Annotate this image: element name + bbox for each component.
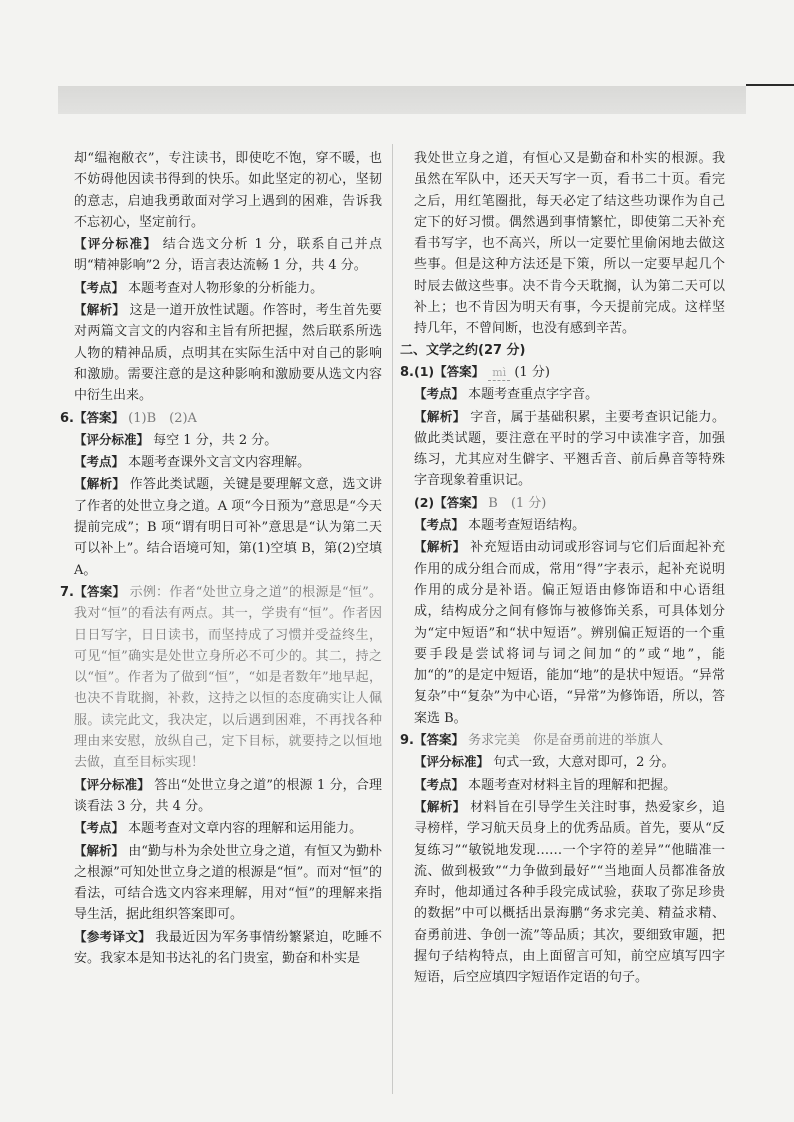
q8-analysis: 【解析】 字音，属于基础积累，主要考查识记能力。做此类试题，要注意在平时的学习中读准字音，加强练习，尤其应对生僻字、平翘舌音、前后鼻音等特殊字音现象着重识记。 [414, 408, 725, 489]
q9-answer: 9.【答案】 务求完美 你是奋勇前进的举旗人 [400, 732, 664, 749]
translation-continuation: 我处世立身之道，有恒心又是勤奋和朴实的根源。我虽然在军队中，还天天写字一页，看书二十页。看完之后，用红笔圈批，每天必定了结这些功课作为自己定下的好习惯。偶然遇到事情繁忙，即使第二天补充看书写字，也不高兴，所以一定要忙里偷闲地去做这些事。但是这种方法还是下策，所以一定要早起几个时辰去做这些事。决不肯今天耽搁，认为第二天可以补上；也不肯因为明天有事，今天提前完成。这样坚持几年，不曾间断，也没有感到辛苦。 [414, 151, 725, 337]
q8b-answer: (2)【答案】 B (1 分) [414, 494, 547, 511]
page-header-band [58, 86, 746, 114]
q6-analysis: 【解析】 作答此类试题，关键是要理解文意，选文讲了作者的处世立身之道。A 项“今日预为”意思是“今天提前完成”；B 项“谓有明日可补”意思是“认为第二天可以补上”。结合语境可知，第(1)空填 B，第(2)空填 A。 [74, 476, 382, 578]
pinyin-answer-blank: mì [488, 366, 510, 381]
q9-analysis: 【解析】 材料旨在引导学生关注时事，热爱家乡，追寻榜样，学习航天员身上的优秀品质。首先，要从“反复练习”“敏锐地发现……一个字符的差异”“他瞄准一流、做到极致”“力争做到最好”“当地面人员都准备放弃时，他却通过各种手段完成试验，获取了弥足珍贵的数据”中可以概括出景海鹏“务求完美、精益求精、奋勇前进、争创一流”等品质；其次，要细致审题，把握句子结构特点，由上面留言可知，前空应填写四字短语，后空应填四字短语作定语的句子。 [414, 798, 725, 986]
q6-keypoint: 【考点】 本题考查课外文言文内容理解。 [74, 454, 311, 471]
q8-keypoint: 【考点】 本题考查重点字字音。 [414, 386, 599, 403]
q7-analysis: 【解析】 由“勤与朴为余处世立身之道，有恒又为勤朴之根源”可知处世立身之道的根源是“恒”。而对“恒”的看法，可结合选文内容来理解，用对“恒”的理解来指导生活，据此组织答案即可。 [74, 842, 382, 923]
header-rule [746, 84, 794, 86]
q8b-analysis: 【解析】 补充短语由动词或形容词与它们后面起补充作用的成分组合而成，常用“得”字表示，起补充说明作用的成分是补语。偏正短语由修饰语和中心语组成，结构成分之间有修饰与被修饰关系，可具体划分为“定中短语”和“状中短语”。辨别偏正短语的一个重要手段是尝试将词与词之间加“的”或“地”，能加“的”的是定中短语，能加“地”的是状中短语。“异常复杂”中“复杂”为中心语，“异常”为修饰语，所以，答案选 B。 [414, 539, 725, 726]
column-divider [392, 144, 393, 1094]
section-heading-literature: 二、文学之约(27 分) [400, 342, 526, 358]
q5-answer-continuation: 却“缊袍敝衣”，专注读书，即使吃不饱，穿不暖，也不妨碍他因读书得到的快乐。如此坚定的初心，坚韧的意志，启迪我勇敢面对学习上遇到的困难，告诉我不忘初心，坚定前行。 [74, 151, 382, 230]
q6-answer: 6.【答案】 (1)B (2)A [60, 409, 197, 426]
right-column [400, 148, 725, 989]
q7-scoring: 【评分标准】 答出“处世立身之道”的根源 1 分，合理谈看法 3 分，共 4 分。 [74, 776, 382, 814]
q5-analysis: 【解析】 这是一道开放性试题。作答时，考生首先要对两篇文言文的内容和主旨有所把握，然后联系所选人物的精神品质，点明其在实际生活中对自己的影响和激励。需要注意的是这种影响和激励要从选文内容中衍生出来。 [74, 302, 382, 404]
q9-scoring: 【评分标准】 句式一致，大意对即可，2 分。 [414, 754, 675, 771]
q8-answer: 8.(1)【答案】 mì (1 分) [400, 363, 550, 380]
left-column [60, 148, 382, 969]
q9-keypoint: 【考点】 本题考查对材料主旨的理解和把握。 [414, 776, 677, 793]
q6-scoring: 【评分标准】 每空 1 分，共 2 分。 [74, 431, 278, 448]
q5-scoring: 【评分标准】 结合选文分析 1 分，联系自己并点明“精神影响”2 分，语言表达流畅 1 分，共 4 分。 [74, 236, 382, 274]
q8b-keypoint: 【考点】 本题考查短语结构。 [414, 517, 586, 534]
q7-answer: 7.【答案】 示例：作者“处世立身之道”的根源是“恒”。我对“恒”的看法有两点。其一，学贵有“恒”。作者因日日写字，日日读书，而坚持成了习惯并受益终生，可见“恒”确实是处世立身所必不可少的。其二，持之以“恒”。作者为了做到“恒”，“如是者数年”地早起，也决不肯耽搁，补救，这持之以恒的态度确实让人佩服。读完此文，我决定，以后遇到困难，不再找各种理由来安慰，放纵自己，定下目标，就要持之以恒地去做，直至目标实现！ [60, 583, 382, 771]
q7-keypoint: 【考点】 本题考查对文章内容的理解和运用能力。 [74, 820, 363, 837]
q7-translation: 【参考译文】 我最近因为军务事情纷繁紧迫，吃睡不安。我家本是知书达礼的名门贵室，勤奋和朴实是 [74, 928, 382, 966]
q5-keypoint: 【考点】 本题考查对人物形象的分析能力。 [74, 279, 324, 296]
